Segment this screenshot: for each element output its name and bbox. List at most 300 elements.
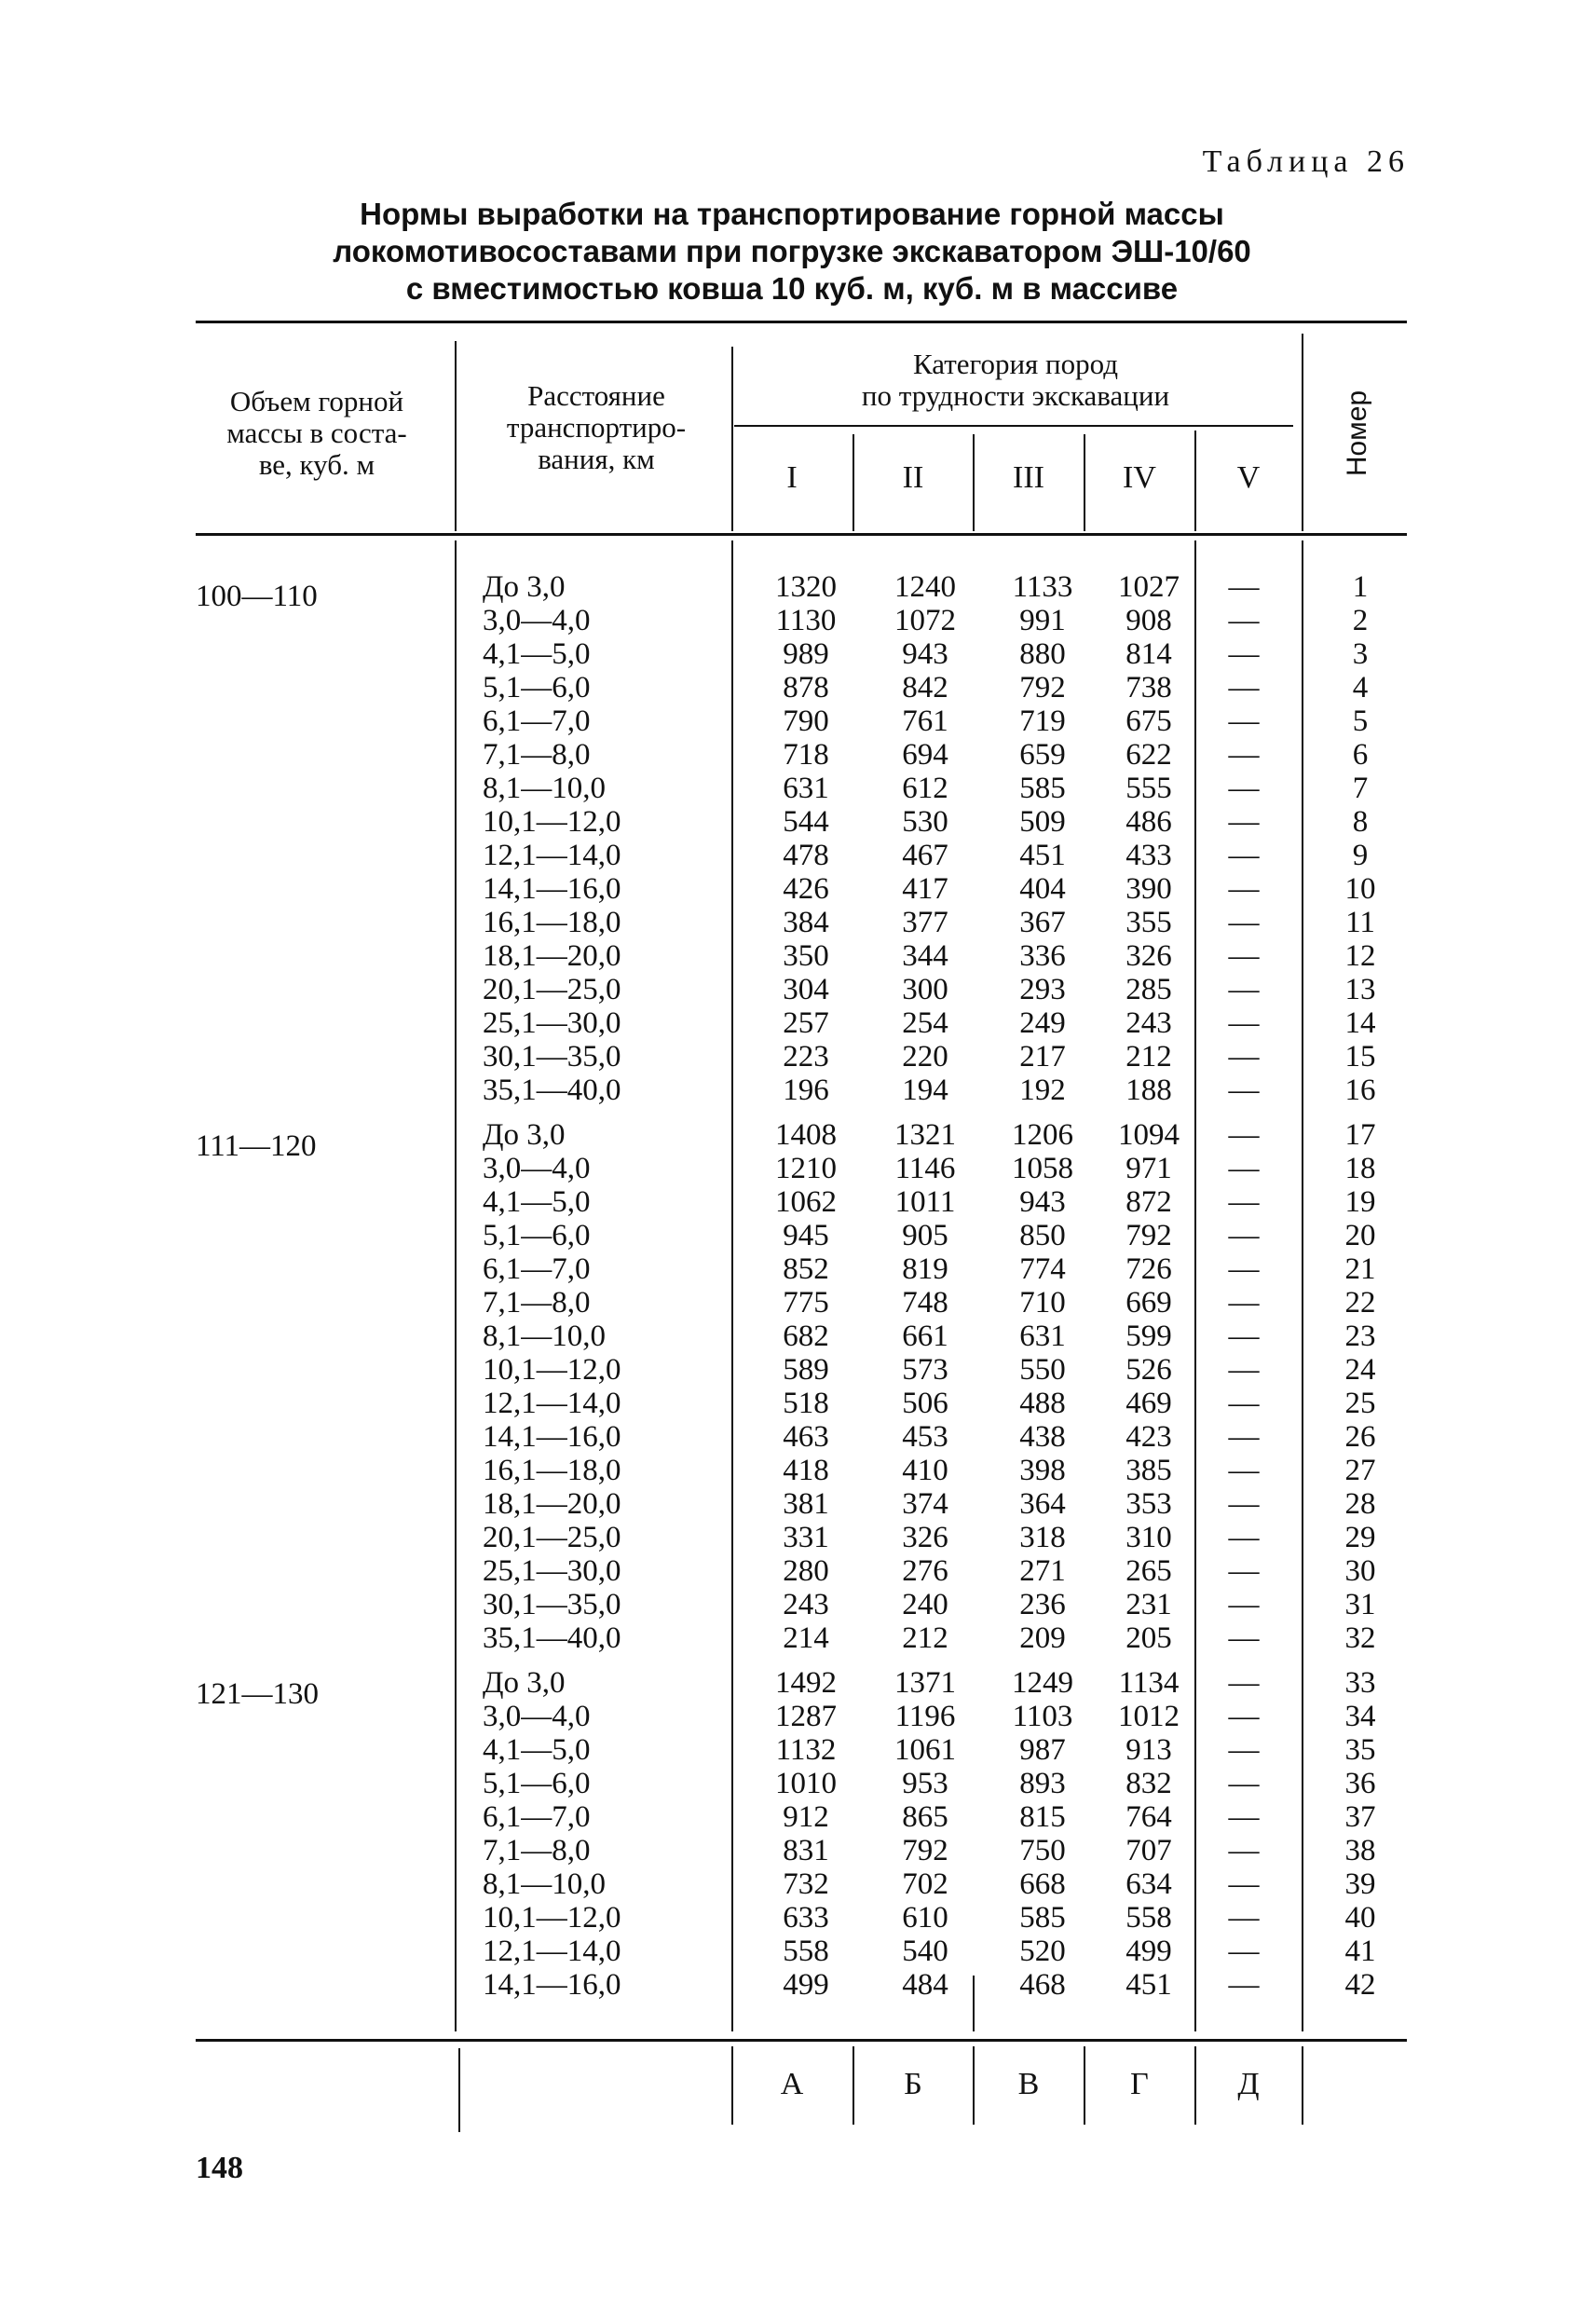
cat-i-cell: 243	[783, 1588, 829, 1621]
cat-iv-cell: 212	[1125, 1040, 1172, 1073]
cat-ii-cell: 326	[902, 1521, 948, 1554]
cat-i-cell: 418	[783, 1454, 829, 1487]
cat-ii-cell: 300	[902, 973, 948, 1006]
distance-cell: 12,1—14,0	[483, 1935, 621, 1968]
cat-iv-cell: 390	[1125, 872, 1172, 906]
cat-iii-cell: 991	[1019, 604, 1066, 637]
distance-cell: 5,1—6,0	[483, 1219, 591, 1252]
cat-v-cell: —	[1228, 1487, 1260, 1521]
cat-ii-cell: 410	[902, 1454, 948, 1487]
distance-cell: 30,1—35,0	[483, 1588, 621, 1621]
cat-i-cell: 544	[783, 805, 829, 839]
cat-v-cell: —	[1228, 939, 1260, 973]
cat-ii-cell: 612	[902, 772, 948, 805]
cat-ii-cell: 943	[902, 637, 948, 671]
cat-iv-cell: 188	[1125, 1073, 1172, 1107]
page-number: 148	[196, 2151, 243, 2185]
cat-iv-cell: 707	[1125, 1834, 1172, 1867]
cat-i-cell: 1492	[775, 1666, 837, 1700]
cat-iv-cell: 908	[1125, 604, 1172, 637]
distance-cell: 20,1—25,0	[483, 1521, 621, 1554]
cat-ii-cell: 194	[902, 1073, 948, 1107]
cat-col-header: V	[1236, 460, 1261, 495]
cat-v-cell: —	[1228, 1387, 1260, 1420]
cat-v-cell: —	[1228, 1006, 1260, 1040]
cat-iii-cell: 468	[1019, 1968, 1066, 2002]
row-number-cell: 14	[1344, 1006, 1376, 1040]
row-number-cell: 42	[1344, 1968, 1376, 2002]
cat-iv-cell: 205	[1125, 1621, 1172, 1655]
cat-ii-cell: 761	[902, 704, 948, 738]
cat-iv-cell: 1134	[1118, 1666, 1180, 1700]
cat-iv-cell: 433	[1125, 839, 1172, 872]
cat-iii-cell: 1206	[1012, 1118, 1073, 1152]
cat-iv-cell: 1094	[1118, 1118, 1180, 1152]
cat-iii-cell: 668	[1019, 1867, 1066, 1901]
cat-i-cell: 1062	[775, 1185, 837, 1219]
distance-cell: 18,1—20,0	[483, 939, 621, 973]
row-number-cell: 18	[1344, 1152, 1376, 1185]
cat-i-cell: 790	[783, 704, 829, 738]
cat-ii-cell: 792	[902, 1834, 948, 1867]
cat-ii-cell: 1146	[894, 1152, 956, 1185]
row-number-cell: 9	[1352, 839, 1369, 872]
cat-iii-cell: 631	[1019, 1320, 1066, 1353]
distance-cell: 7,1—8,0	[483, 1834, 591, 1867]
cat-v-cell: —	[1228, 1968, 1260, 2002]
cat-ii-cell: 453	[902, 1420, 948, 1454]
cat-v-cell: —	[1228, 1767, 1260, 1800]
distance-cell: 12,1—14,0	[483, 839, 621, 872]
row-number-cell: 2	[1352, 604, 1369, 637]
distance-cell: 10,1—12,0	[483, 1901, 621, 1935]
cat-ii-cell: 530	[902, 805, 948, 839]
cat-ii-cell: 842	[902, 671, 948, 704]
col-divider	[853, 434, 854, 531]
cat-ii-cell: 1371	[894, 1666, 956, 1700]
cat-iv-cell: 669	[1125, 1286, 1172, 1320]
cat-i-cell: 878	[783, 671, 829, 704]
cat-iii-cell: 550	[1019, 1353, 1066, 1387]
cat-ii-cell: 953	[902, 1767, 948, 1800]
distance-cell: 16,1—18,0	[483, 1454, 621, 1487]
cat-iv-cell: 423	[1125, 1420, 1172, 1454]
cat-i-cell: 631	[783, 772, 829, 805]
distance-cell: 5,1—6,0	[483, 671, 591, 704]
row-number-cell: 21	[1344, 1252, 1376, 1286]
footer-letter: Д	[1237, 2067, 1260, 2101]
cat-v-cell: —	[1228, 1252, 1260, 1286]
cat-i-cell: 1408	[775, 1118, 837, 1152]
row-number-cell: 40	[1344, 1901, 1376, 1935]
cat-v-cell: —	[1228, 1320, 1260, 1353]
cat-v-cell: —	[1228, 704, 1260, 738]
volume-header: Объем горной массы в соста- ве, куб. м	[226, 385, 407, 481]
cat-iii-cell: 336	[1019, 939, 1066, 973]
row-number-cell: 7	[1352, 772, 1369, 805]
col-divider	[1194, 2046, 1196, 2125]
row-number-cell: 34	[1344, 1700, 1376, 1733]
cat-v-cell: —	[1228, 1420, 1260, 1454]
cat-ii-cell: 748	[902, 1286, 948, 1320]
distance-cell: 6,1—7,0	[483, 704, 591, 738]
cat-v-cell: —	[1228, 872, 1260, 906]
cat-ii-cell: 819	[902, 1252, 948, 1286]
row-number-cell: 35	[1344, 1733, 1376, 1767]
distance-cell: До 3,0	[483, 1118, 566, 1152]
distance-cell: 3,0—4,0	[483, 1152, 591, 1185]
cat-iv-cell: 558	[1125, 1901, 1172, 1935]
cat-ii-cell: 1061	[894, 1733, 956, 1767]
distance-cell: 8,1—10,0	[483, 1867, 606, 1901]
cat-i-cell: 1130	[775, 604, 837, 637]
distance-cell: 20,1—25,0	[483, 973, 621, 1006]
category-subrule	[734, 425, 1293, 427]
cat-iii-cell: 987	[1019, 1733, 1066, 1767]
cat-v-cell: —	[1228, 1353, 1260, 1387]
number-header: Номер	[1342, 390, 1372, 477]
cat-i-cell: 945	[783, 1219, 829, 1252]
cat-iv-cell: 622	[1125, 738, 1172, 772]
cat-i-cell: 196	[783, 1073, 829, 1107]
cat-v-cell: —	[1228, 772, 1260, 805]
row-number-cell: 17	[1344, 1118, 1376, 1152]
cat-v-cell: —	[1228, 671, 1260, 704]
col-divider	[973, 434, 975, 531]
cat-v-cell: —	[1228, 839, 1260, 872]
cat-iv-cell: 872	[1125, 1185, 1172, 1219]
cat-v-cell: —	[1228, 1588, 1260, 1621]
row-number-cell: 24	[1344, 1353, 1376, 1387]
cat-iv-cell: 1027	[1118, 570, 1180, 604]
cat-iii-cell: 249	[1019, 1006, 1066, 1040]
row-number-cell: 20	[1344, 1219, 1376, 1252]
cat-iii-cell: 398	[1019, 1454, 1066, 1487]
col-divider	[973, 1976, 975, 2031]
cat-i-cell: 223	[783, 1040, 829, 1073]
cat-iv-cell: 726	[1125, 1252, 1172, 1286]
group-volume: 100—110	[196, 580, 318, 613]
cat-iii-cell: 1133	[1012, 570, 1073, 604]
cat-ii-cell: 240	[902, 1588, 948, 1621]
cat-iv-cell: 486	[1125, 805, 1172, 839]
row-number-cell: 39	[1344, 1867, 1376, 1901]
cat-iv-cell: 385	[1125, 1454, 1172, 1487]
cat-i-cell: 518	[783, 1387, 829, 1420]
cat-i-cell: 257	[783, 1006, 829, 1040]
cat-i-cell: 280	[783, 1554, 829, 1588]
cat-i-cell: 682	[783, 1320, 829, 1353]
row-number-cell: 26	[1344, 1420, 1376, 1454]
distance-cell: 14,1—16,0	[483, 1420, 621, 1454]
row-number-cell: 5	[1352, 704, 1369, 738]
cat-v-cell: —	[1228, 637, 1260, 671]
body-bottom-rule	[196, 2039, 1407, 2042]
cat-ii-cell: 661	[902, 1320, 948, 1353]
cat-v-cell: —	[1228, 1867, 1260, 1901]
row-number-cell: 19	[1344, 1185, 1376, 1219]
col-divider	[973, 2046, 975, 2125]
col-divider	[1302, 334, 1303, 531]
cat-iv-cell: 243	[1125, 1006, 1172, 1040]
distance-cell: 6,1—7,0	[483, 1800, 591, 1834]
distance-cell: 4,1—5,0	[483, 1185, 591, 1219]
cat-iii-cell: 209	[1019, 1621, 1066, 1655]
distance-cell: 3,0—4,0	[483, 1700, 591, 1733]
cat-iv-cell: 792	[1125, 1219, 1172, 1252]
cat-iii-cell: 271	[1019, 1554, 1066, 1588]
footer-letter: Г	[1130, 2067, 1149, 2101]
cat-v-cell: —	[1228, 1901, 1260, 1935]
cat-v-cell: —	[1228, 1286, 1260, 1320]
cat-iii-cell: 217	[1019, 1040, 1066, 1073]
cat-v-cell: —	[1228, 1152, 1260, 1185]
distance-cell: 14,1—16,0	[483, 872, 621, 906]
cat-ii-cell: 573	[902, 1353, 948, 1387]
row-number-cell: 23	[1344, 1320, 1376, 1353]
cat-v-cell: —	[1228, 1118, 1260, 1152]
cat-ii-cell: 254	[902, 1006, 948, 1040]
cat-ii-cell: 374	[902, 1487, 948, 1521]
cat-iv-cell: 499	[1125, 1935, 1172, 1968]
row-number-cell: 11	[1345, 906, 1375, 939]
cat-iii-cell: 585	[1019, 1901, 1066, 1935]
cat-ii-cell: 506	[902, 1387, 948, 1420]
cat-v-cell: —	[1228, 1185, 1260, 1219]
col-divider	[458, 2048, 460, 2132]
row-number-cell: 15	[1344, 1040, 1376, 1073]
cat-iv-cell: 326	[1125, 939, 1172, 973]
cat-i-cell: 912	[783, 1800, 829, 1834]
row-number-cell: 32	[1344, 1621, 1376, 1655]
title-line: с вместимостью ковша 10 куб. м, куб. м в массиве	[405, 271, 1179, 306]
distance-cell: 16,1—18,0	[483, 906, 621, 939]
cat-iv-cell: 738	[1125, 671, 1172, 704]
distance-cell: 14,1—16,0	[483, 1968, 621, 2002]
cat-v-cell: —	[1228, 1219, 1260, 1252]
cat-iii-cell: 364	[1019, 1487, 1066, 1521]
cat-v-cell: —	[1228, 1040, 1260, 1073]
footer-letter: А	[780, 2067, 804, 2101]
cat-i-cell: 304	[783, 973, 829, 1006]
row-number-cell: 33	[1344, 1666, 1376, 1700]
cat-iv-cell: 231	[1125, 1588, 1172, 1621]
cat-iv-cell: 555	[1125, 772, 1172, 805]
cat-col-header: II	[902, 460, 924, 495]
category-header: Категория пород по трудности экскавации	[861, 348, 1170, 412]
cat-ii-cell: 220	[902, 1040, 948, 1073]
row-number-cell: 36	[1344, 1767, 1376, 1800]
cat-iii-cell: 451	[1019, 839, 1066, 872]
cat-i-cell: 384	[783, 906, 829, 939]
cat-ii-cell: 1072	[894, 604, 956, 637]
cat-iv-cell: 971	[1125, 1152, 1172, 1185]
col-divider	[455, 341, 457, 531]
cat-iv-cell: 675	[1125, 704, 1172, 738]
row-number-cell: 37	[1344, 1800, 1376, 1834]
cat-v-cell: —	[1228, 1800, 1260, 1834]
cat-iii-cell: 509	[1019, 805, 1066, 839]
cat-iii-cell: 880	[1019, 637, 1066, 671]
table-label: Таблица 26	[1202, 144, 1410, 179]
cat-v-cell: —	[1228, 1935, 1260, 1968]
header-top-rule	[196, 321, 1407, 323]
distance-cell: 8,1—10,0	[483, 1320, 606, 1353]
cat-v-cell: —	[1228, 906, 1260, 939]
cat-i-cell: 732	[783, 1867, 829, 1901]
row-number-cell: 29	[1344, 1521, 1376, 1554]
cat-iv-cell: 634	[1125, 1867, 1172, 1901]
cat-i-cell: 1132	[775, 1733, 837, 1767]
cat-i-cell: 589	[783, 1353, 829, 1387]
row-number-cell: 22	[1344, 1286, 1376, 1320]
cat-iv-cell: 1012	[1118, 1700, 1180, 1733]
cat-ii-cell: 694	[902, 738, 948, 772]
cat-iv-cell: 451	[1125, 1968, 1172, 2002]
row-number-cell: 12	[1344, 939, 1376, 973]
row-number-cell: 31	[1344, 1588, 1376, 1621]
distance-cell: 35,1—40,0	[483, 1073, 621, 1107]
cat-i-cell: 1010	[775, 1767, 837, 1800]
cat-v-cell: —	[1228, 1554, 1260, 1588]
cat-iv-cell: 265	[1125, 1554, 1172, 1588]
distance-cell: 10,1—12,0	[483, 805, 621, 839]
row-number-cell: 28	[1344, 1487, 1376, 1521]
cat-iii-cell: 943	[1019, 1185, 1066, 1219]
distance-cell: 3,0—4,0	[483, 604, 591, 637]
cat-ii-cell: 702	[902, 1867, 948, 1901]
cat-iii-cell: 367	[1019, 906, 1066, 939]
cat-i-cell: 331	[783, 1521, 829, 1554]
cat-v-cell: —	[1228, 738, 1260, 772]
cat-iv-cell: 355	[1125, 906, 1172, 939]
row-number-cell: 4	[1352, 671, 1369, 704]
cat-iv-cell: 353	[1125, 1487, 1172, 1521]
cat-v-cell: —	[1228, 570, 1260, 604]
distance-cell: 6,1—7,0	[483, 1252, 591, 1286]
cat-v-cell: —	[1228, 1454, 1260, 1487]
row-number-cell: 1	[1352, 570, 1369, 604]
col-divider	[1084, 434, 1085, 531]
cat-i-cell: 558	[783, 1935, 829, 1968]
distance-cell: 10,1—12,0	[483, 1353, 621, 1387]
cat-iii-cell: 1249	[1012, 1666, 1073, 1700]
cat-i-cell: 1287	[775, 1700, 837, 1733]
cat-iii-cell: 293	[1019, 973, 1066, 1006]
cat-ii-cell: 1011	[894, 1185, 956, 1219]
cat-i-cell: 426	[783, 872, 829, 906]
row-number-cell: 10	[1344, 872, 1376, 906]
col-divider	[731, 540, 733, 2031]
cat-i-cell: 214	[783, 1621, 829, 1655]
cat-iii-cell: 893	[1019, 1767, 1066, 1800]
cat-ii-cell: 417	[902, 872, 948, 906]
cat-v-cell: —	[1228, 973, 1260, 1006]
cat-v-cell: —	[1228, 1700, 1260, 1733]
col-divider	[1302, 2046, 1303, 2125]
cat-iii-cell: 719	[1019, 704, 1066, 738]
cat-iii-cell: 438	[1019, 1420, 1066, 1454]
col-divider	[731, 2046, 733, 2125]
cat-ii-cell: 865	[902, 1800, 948, 1834]
cat-iv-cell: 764	[1125, 1800, 1172, 1834]
cat-iii-cell: 192	[1019, 1073, 1066, 1107]
cat-iv-cell: 814	[1125, 637, 1172, 671]
cat-i-cell: 1320	[775, 570, 837, 604]
title-line: Нормы выработки на транспортирование горной массы	[360, 197, 1224, 231]
cat-v-cell: —	[1228, 1621, 1260, 1655]
distance-cell: 30,1—35,0	[483, 1040, 621, 1073]
cat-i-cell: 499	[783, 1968, 829, 2002]
cat-i-cell: 381	[783, 1487, 829, 1521]
cat-iv-cell: 913	[1125, 1733, 1172, 1767]
distance-cell: 5,1—6,0	[483, 1767, 591, 1800]
cat-ii-cell: 484	[902, 1968, 948, 2002]
cat-iii-cell: 520	[1019, 1935, 1066, 1968]
cat-i-cell: 1210	[775, 1152, 837, 1185]
row-number-cell: 25	[1344, 1387, 1376, 1420]
cat-i-cell: 718	[783, 738, 829, 772]
distance-cell: 4,1—5,0	[483, 1733, 591, 1767]
cat-iii-cell: 815	[1019, 1800, 1066, 1834]
distance-cell: 35,1—40,0	[483, 1621, 621, 1655]
cat-iii-cell: 585	[1019, 772, 1066, 805]
distance-cell: 12,1—14,0	[483, 1387, 621, 1420]
row-number-cell: 30	[1344, 1554, 1376, 1588]
row-number-cell: 38	[1344, 1834, 1376, 1867]
cat-iii-cell: 488	[1019, 1387, 1066, 1420]
header-bottom-rule	[196, 533, 1407, 536]
col-divider	[1194, 540, 1196, 2031]
distance-cell: 4,1—5,0	[483, 637, 591, 671]
cat-ii-cell: 540	[902, 1935, 948, 1968]
cat-ii-cell: 344	[902, 939, 948, 973]
cat-i-cell: 463	[783, 1420, 829, 1454]
cat-iii-cell: 404	[1019, 872, 1066, 906]
col-divider	[455, 540, 457, 2031]
cat-col-header: III	[1013, 460, 1044, 495]
cat-iv-cell: 310	[1125, 1521, 1172, 1554]
row-number-cell: 3	[1352, 637, 1369, 671]
cat-iii-cell: 750	[1019, 1834, 1066, 1867]
cat-col-header: I	[786, 460, 798, 495]
col-divider	[1084, 2046, 1085, 2125]
cat-iv-cell: 285	[1125, 973, 1172, 1006]
distance-cell: 25,1—30,0	[483, 1554, 621, 1588]
cat-v-cell: —	[1228, 604, 1260, 637]
row-number-cell: 27	[1344, 1454, 1376, 1487]
cat-i-cell: 989	[783, 637, 829, 671]
cat-ii-cell: 610	[902, 1901, 948, 1935]
col-divider	[1302, 540, 1303, 2031]
cat-ii-cell: 467	[902, 839, 948, 872]
title-line: локомотивосоставами при погрузке экскаватором ЭШ-10/60	[333, 234, 1251, 268]
cat-ii-cell: 212	[902, 1621, 948, 1655]
cat-iii-cell: 850	[1019, 1219, 1066, 1252]
cat-i-cell: 350	[783, 939, 829, 973]
cat-ii-cell: 1240	[894, 570, 956, 604]
row-number-cell: 13	[1344, 973, 1376, 1006]
row-number-cell: 41	[1344, 1935, 1376, 1968]
group-volume: 111—120	[196, 1129, 317, 1163]
cat-ii-cell: 1321	[894, 1118, 956, 1152]
footer-letter: В	[1017, 2067, 1040, 2101]
cat-iii-cell: 710	[1019, 1286, 1066, 1320]
cat-ii-cell: 1196	[894, 1700, 956, 1733]
distance-cell: 18,1—20,0	[483, 1487, 621, 1521]
cat-v-cell: —	[1228, 1733, 1260, 1767]
row-number-cell: 8	[1352, 805, 1369, 839]
